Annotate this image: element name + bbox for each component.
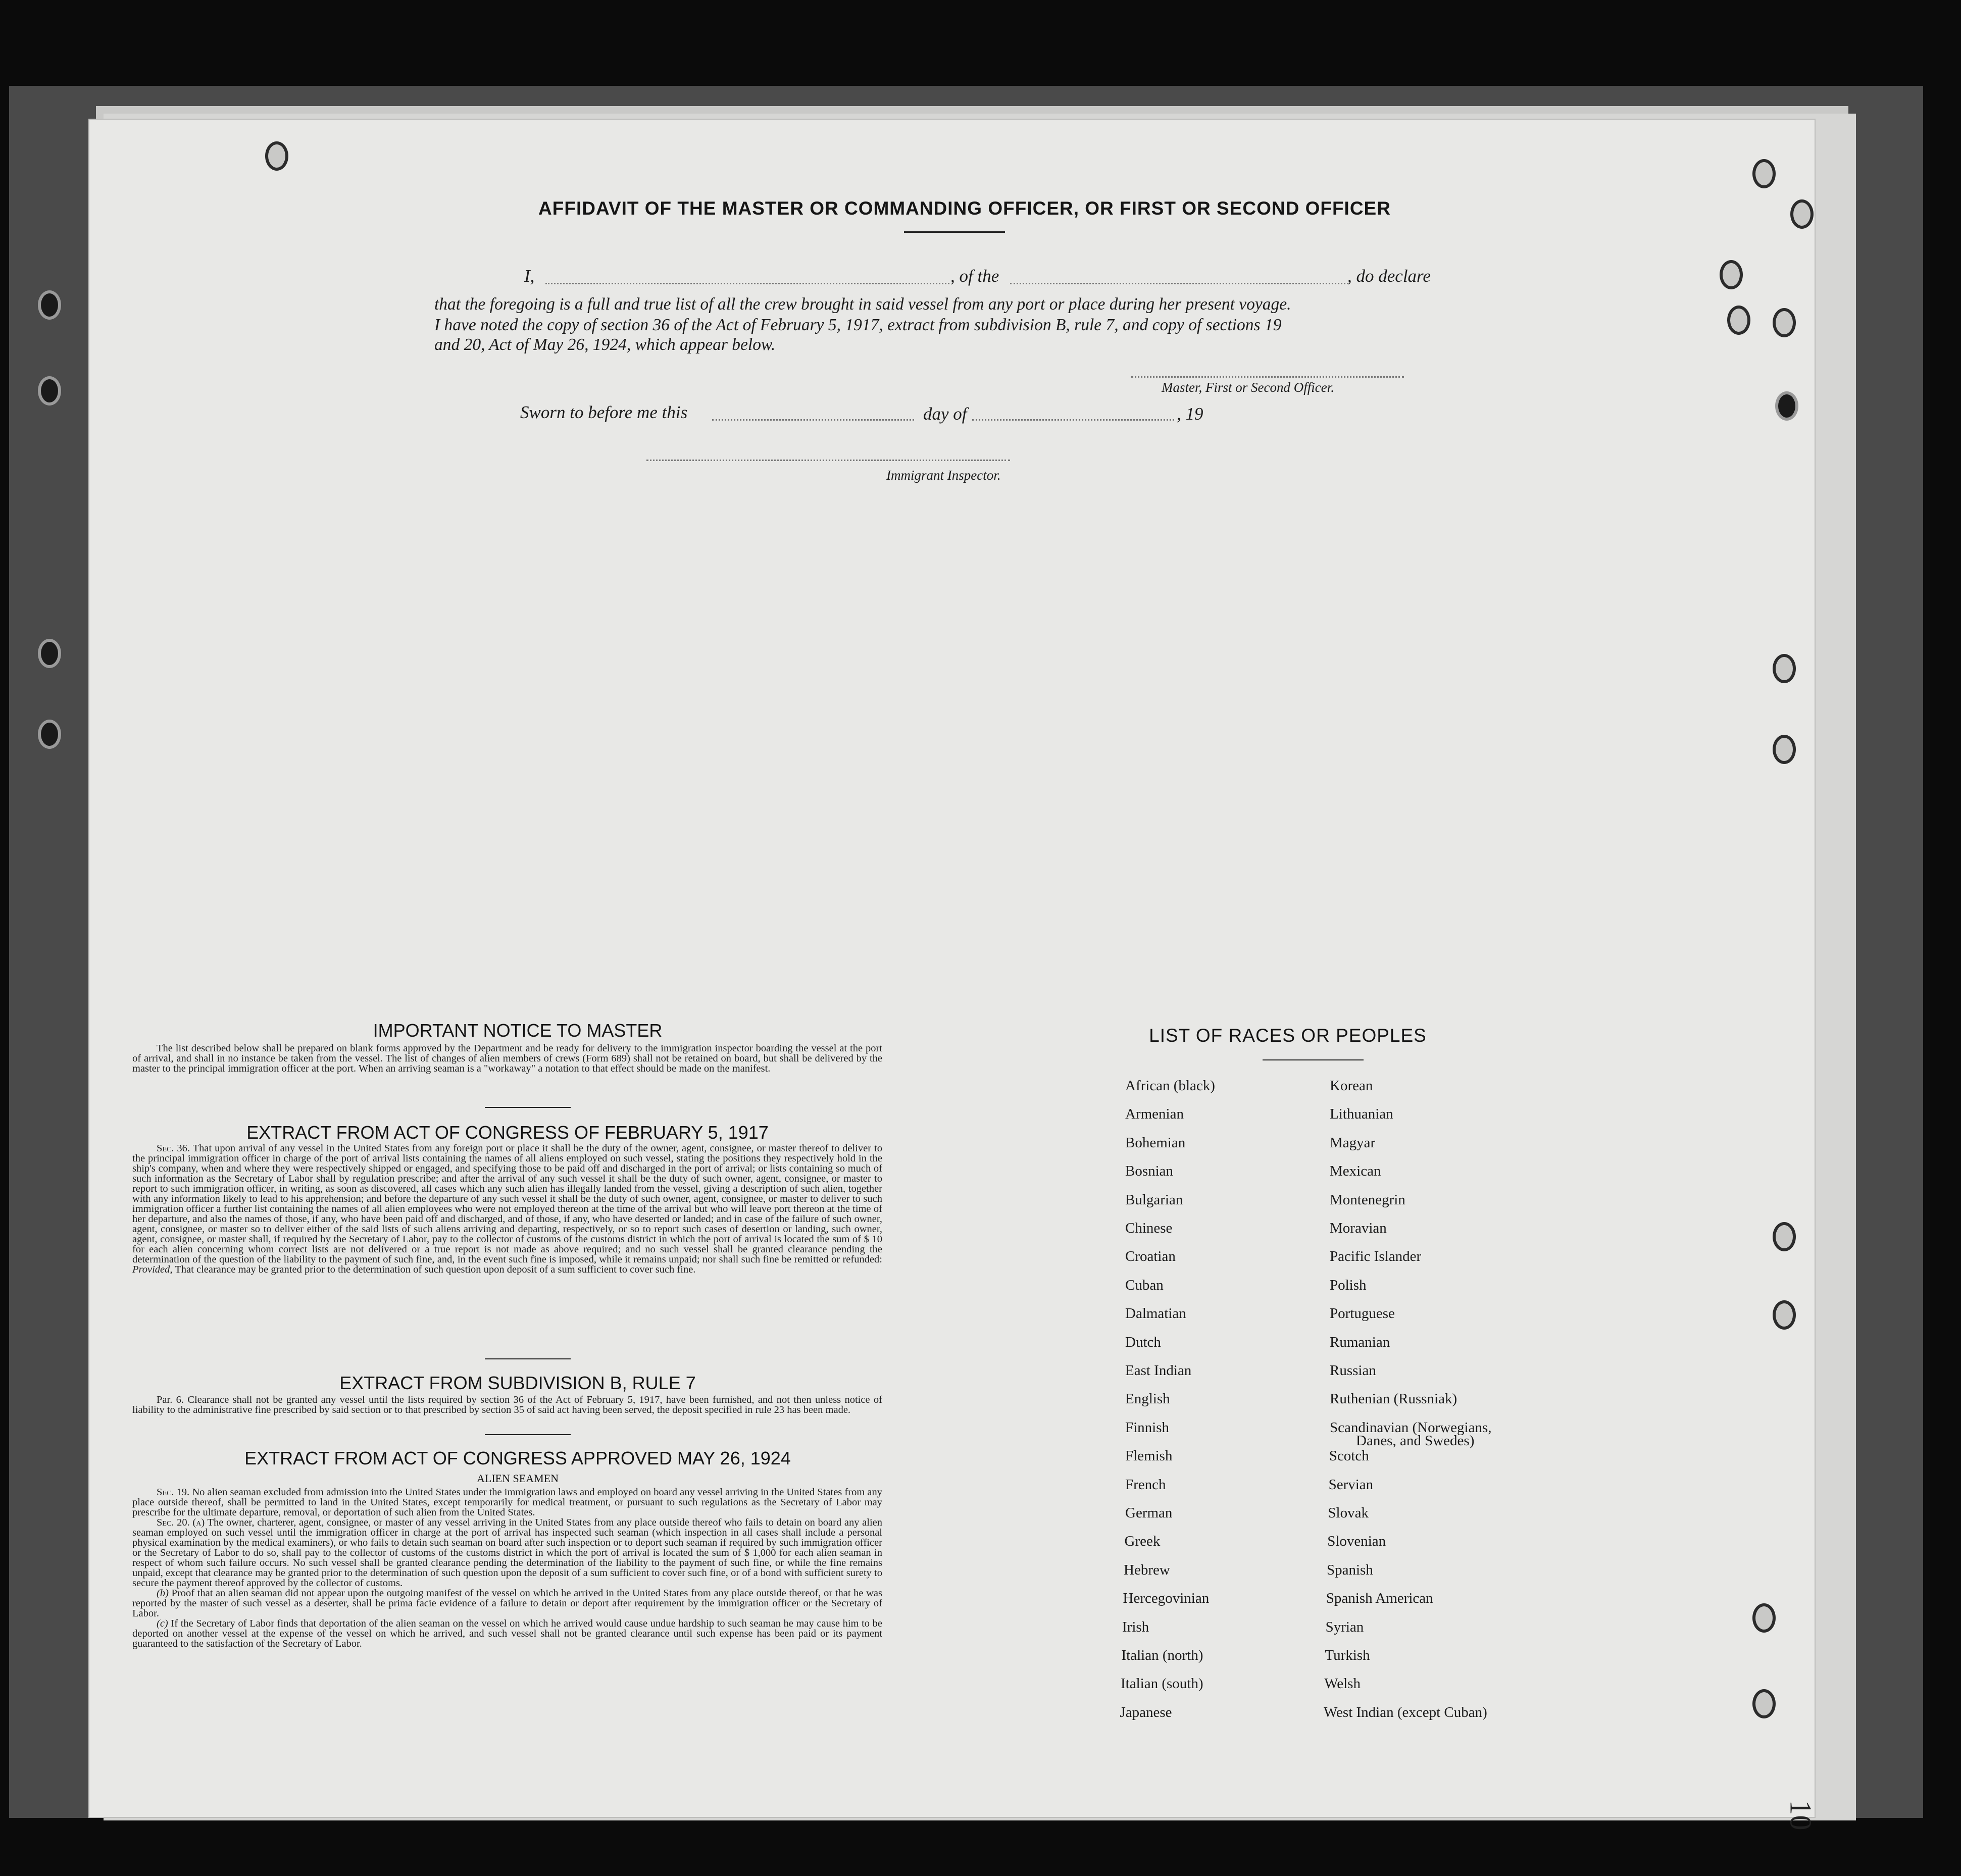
page-number: 10 (1784, 1800, 1818, 1831)
race-item: Dalmatian (1125, 1305, 1186, 1322)
race-item: German (1125, 1505, 1173, 1521)
race-item: West Indian (except Cuban) (1324, 1704, 1487, 1720)
race-item: Scotch (1329, 1448, 1369, 1464)
extract-1924-body (132, 1487, 882, 1649)
section-divider (485, 1434, 571, 1435)
binder-hole (38, 720, 61, 749)
name-blank (545, 283, 949, 284)
race-item: Finnish (1125, 1419, 1170, 1436)
races-title: LIST OF RACES OR PEOPLES (1149, 1025, 1427, 1046)
race-item: Turkish (1325, 1647, 1370, 1663)
affidavit-line-2: that the foregoing is a full and true list of all the crew brought in said vessel from any port or place during her present voyage. (434, 295, 1291, 314)
notice-title: IMPORTANT NOTICE TO MASTER (373, 1020, 663, 1041)
race-item: Bosnian (1125, 1163, 1174, 1180)
race-item: Welsh (1324, 1676, 1361, 1692)
race-item: Chinese (1125, 1220, 1173, 1236)
race-item: Rumanian (1330, 1334, 1390, 1350)
race-item: Bohemian (1125, 1134, 1186, 1151)
race-item: Italian (north) (1121, 1647, 1203, 1663)
race-item: Portuguese (1330, 1305, 1395, 1322)
sec-36-text: That upon arrival of any vessel in the United States from any foreign port or place it shall be the duty of the owner, agent, consignee, or master thereof to deliver to the principal immigration officer in charge of the port of arrival lists containing the names of all aliens employed on such vessel, stating the positions they respectively hold in the ship's company, when and where they were respectively shipped or engaged, and specifying those to be paid off and discharged in the port of arrival; or lists containing so much of such information as the Secretary of Labor shall by regulation prescribe; and after the arrival of any such vessel it shall be the duty of such owner, agent, consignee, or master to report to such immigration officer, in writing, as soon as discovered, all cases which any such alien has illegally landed from the vessel, giving a description of such alien, together with any information likely to lead to his apprehension; and before the departure of any such vessel it shall be the duty of such owner, agent, consignee, or master to deliver to such immigration officer a further list containing the names of all alien employees who were not employed thereon at the time of the arrival but who will leave port thereon at the time of her departure, and also the names of those, if any, who have been paid off and discharged, and of those, if any, who have deserted or landed; and in case of the failure of such owner, agent, consignee, or master so to deliver either of the said lists of such aliens arriving and departing, respectively, or so to report such cases of desertion or landing, such owner, agent, consignee, or master shall, if required by the Secretary of Labor, pay to the collector of customs of the customs district in which the port of arrival is located the sum of $ 10 for each alien concerning whom correct lists are not delivered or a true report is not made as above required; and no such vessel shall be granted clearance pending the determination of the question of the liability to the payment of such fine, and, in the event such fine is imposed, while it remains unpaid; nor shall such fine be remitted or refunded: (132, 1143, 882, 1265)
race-item: Spanish American (1326, 1590, 1433, 1607)
punch-hole (1752, 1689, 1776, 1718)
race-item: Servian (1328, 1476, 1374, 1493)
sec-36-label: Sec. 36. (157, 1143, 190, 1154)
race-item: Hebrew (1124, 1561, 1170, 1578)
notice-body (132, 1043, 882, 1074)
race-item: Slovak (1328, 1505, 1369, 1521)
race-item: Hercegovinian (1123, 1590, 1210, 1607)
race-item: Lithuanian (1330, 1106, 1393, 1123)
sec-20b-text: Proof that an alien seaman did not appear upon the outgoing manifest of the vessel on which he arrived in the United States from any place outside thereof, or that he was reported by the master of such vessel as a deserter, shall be prima facie evidence of a failure to detain or deport after requirement by the immigration officer or the Secretary of Labor. (132, 1588, 882, 1619)
section-divider (485, 1107, 571, 1108)
extract-1917-body (132, 1143, 882, 1275)
punch-hole (1773, 1222, 1796, 1251)
section-divider (485, 1358, 571, 1359)
race-item: Bulgarian (1125, 1191, 1183, 1208)
race-item: Dutch (1125, 1334, 1161, 1350)
affidavit-i: I, (524, 266, 535, 286)
race-item-continuation: Danes, and Swedes) (1356, 1433, 1475, 1449)
sworn-text: Sworn to before me this (520, 402, 688, 422)
race-item: Irish (1122, 1618, 1149, 1635)
binder-hole (38, 290, 61, 320)
sec-20b-paragraph (132, 1588, 882, 1618)
rule7-paragraph: Par. 6. Clearance shall not be granted any vessel until the lists required by section 36 of the Act of February 5, 1917, have been furnished, and not then unless notice of liability to the administrative fine prescribed by said section or to that prescribed by section 35 of said act having been served, the deposit specified in rule 23 has been made. (132, 1394, 882, 1415)
race-item: Slovenian (1327, 1533, 1386, 1550)
race-item: Scandinavian (Norwegians, (1330, 1419, 1492, 1436)
sec-20a-text: The owner, charterer, agent, consignee, or master of any vessel arriving in the United States from any place outside thereof who fails to detain on board any alien seaman employed on such vessel until the immigration officer in charge at the port of arrival has inspected such seaman (which inspection in all cases shall include a personal physical examination by the medical examiners), or who fails to detain such seaman on board after such inspection or to deport such seaman if required by such immigration officer or the Secretary of Labor to do so, shall pay to the collector of customs of the customs district in which the port of arrival is located the sum of $ 1,000 for each alien seaman in respect of whom such failure occurs. No such vessel shall be granted clearance pending the determination of the liability to the payment of such fine, or while the fine remains unpaid, except that clearance may be granted prior to the determination of such question upon the deposit of a sum sufficient to cover such fine, or of a bond with sufficient surety to secure the payment thereof approved by the collector of customs. (132, 1517, 882, 1589)
sec-20b-label: (b) (157, 1588, 169, 1599)
punch-hole (265, 141, 288, 171)
sec-20a-paragraph (132, 1517, 882, 1588)
sec-19-text: No alien seaman excluded from admission into the United States under the immigration laws and employed on board any vessel arriving in the United States from any place outside thereof, shall be permitted to land in the United States, except temporarily for medical treatment, or pursuant to such regulations as the Secretary of Labor may prescribe for the ultimate departure, removal, or deportation of such alien from the United States. (132, 1487, 883, 1518)
race-item: Cuban (1125, 1277, 1164, 1293)
punch-hole (1790, 199, 1814, 229)
binder-hole (38, 376, 61, 405)
race-item: East Indian (1125, 1362, 1192, 1379)
sworn-day-blank (712, 419, 914, 421)
punch-hole (1752, 159, 1776, 188)
sworn-month-blank (972, 419, 1174, 421)
race-item: French (1125, 1476, 1166, 1493)
race-item: Greek (1124, 1533, 1161, 1550)
master-signature-line (1131, 376, 1404, 378)
race-item: Spanish (1327, 1561, 1373, 1578)
race-item: Mexican (1330, 1163, 1381, 1180)
races-title-rule (1263, 1059, 1364, 1060)
extract-1924-title: EXTRACT FROM ACT OF CONGRESS APPROVED MAY 26, 1924 (244, 1448, 791, 1468)
race-item: Flemish (1125, 1448, 1173, 1464)
race-item: Montenegrin (1330, 1191, 1405, 1208)
vessel-blank (1010, 283, 1348, 284)
inspector-signature-line (646, 460, 1010, 461)
punch-hole (1727, 306, 1750, 335)
binder-hole (38, 639, 61, 668)
punch-hole (1773, 1300, 1796, 1330)
title-rule (904, 231, 1005, 233)
punch-hole (1773, 735, 1796, 764)
affidavit-declare: , do declare (1347, 266, 1431, 286)
extract-rule7-title: EXTRACT FROM SUBDIVISION B, RULE 7 (339, 1373, 696, 1393)
inspector-caption: Immigrant Inspector. (886, 468, 1001, 483)
race-item: Syrian (1325, 1618, 1364, 1635)
sec-20-label: Sec. 20. (a) (157, 1517, 205, 1528)
sec-19-paragraph (132, 1487, 882, 1517)
sec-36-end: That clearance may be granted prior to the determination of such question upon deposit of a sum sufficient to cover such fine. (175, 1264, 696, 1275)
race-item: Polish (1330, 1277, 1367, 1293)
race-item: Moravian (1330, 1220, 1387, 1236)
punch-hole (1773, 308, 1796, 337)
punch-hole (1752, 1603, 1776, 1633)
punch-hole (1773, 654, 1796, 683)
affidavit-line-3: I have noted the copy of section 36 of the Act of February 5, 1917, extract from subdivision B, rule 7, and copy of sections 19 (434, 316, 1282, 334)
race-item: Korean (1330, 1078, 1373, 1094)
race-item: Russian (1330, 1362, 1376, 1379)
punch-hole (1720, 260, 1743, 289)
alien-seamen-subtitle: ALIEN SEAMEN (477, 1472, 559, 1485)
extract-rule7-body (132, 1395, 882, 1415)
affidavit-line-4: and 20, Act of May 26, 1924, which appear below. (434, 335, 776, 354)
race-item: Croatian (1125, 1248, 1176, 1265)
punch-hole (1775, 391, 1798, 421)
sec-19-label: Sec. 19. (157, 1487, 190, 1498)
race-item: Japanese (1120, 1704, 1172, 1720)
sec-20c-label: (c) (157, 1618, 168, 1629)
extract-1917-paragraph (132, 1143, 882, 1275)
sec-20c-text: If the Secretary of Labor finds that deportation of the alien seaman on the vessel on which he arrived would cause undue hardship to such seaman he may cause him to be deported on another vessel at the expense of the vessel on which he arrived, and such vessel shall not be granted clearance until such expense has been paid or its payment guaranteed to the satisfaction of the Secretary of Labor. (132, 1618, 883, 1649)
notice-paragraph: The list described below shall be prepared on blank forms approved by the Department and be ready for delivery to the immigration inspector boarding the vessel at the port of arrival, and shall in no instance be taken from the vessel. The list of changes of alien members of crews (Form 689) shall not be retained on board, but shall be delivered by the master to the principal immigration officer at the port. When an arriving seaman is a "workaway" a notation to that effect should be made on the manifest. (132, 1043, 882, 1074)
master-caption: Master, First or Second Officer. (1162, 380, 1334, 395)
affidavit-title: AFFIDAVIT OF THE MASTER OR COMMANDING OFFICER, OR FIRST OR SECOND OFFICER (538, 198, 1391, 219)
race-item: Pacific Islander (1330, 1248, 1422, 1265)
day-of-text: day of (923, 404, 967, 424)
year-text: , 19 (1177, 404, 1203, 424)
affidavit-of-the: , of the (950, 266, 999, 286)
race-item: Magyar (1330, 1134, 1376, 1151)
provided-text: Provided, (132, 1264, 173, 1275)
race-item: English (1125, 1391, 1170, 1407)
race-item: Ruthenian (Russniak) (1330, 1391, 1457, 1407)
race-item: Armenian (1125, 1106, 1184, 1123)
race-item: African (black) (1125, 1078, 1215, 1094)
sec-20c-paragraph (132, 1618, 882, 1649)
race-item: Italian (south) (1121, 1676, 1203, 1692)
extract-1917-title: EXTRACT FROM ACT OF CONGRESS OF FEBRUARY 5, 1917 (246, 1122, 769, 1143)
